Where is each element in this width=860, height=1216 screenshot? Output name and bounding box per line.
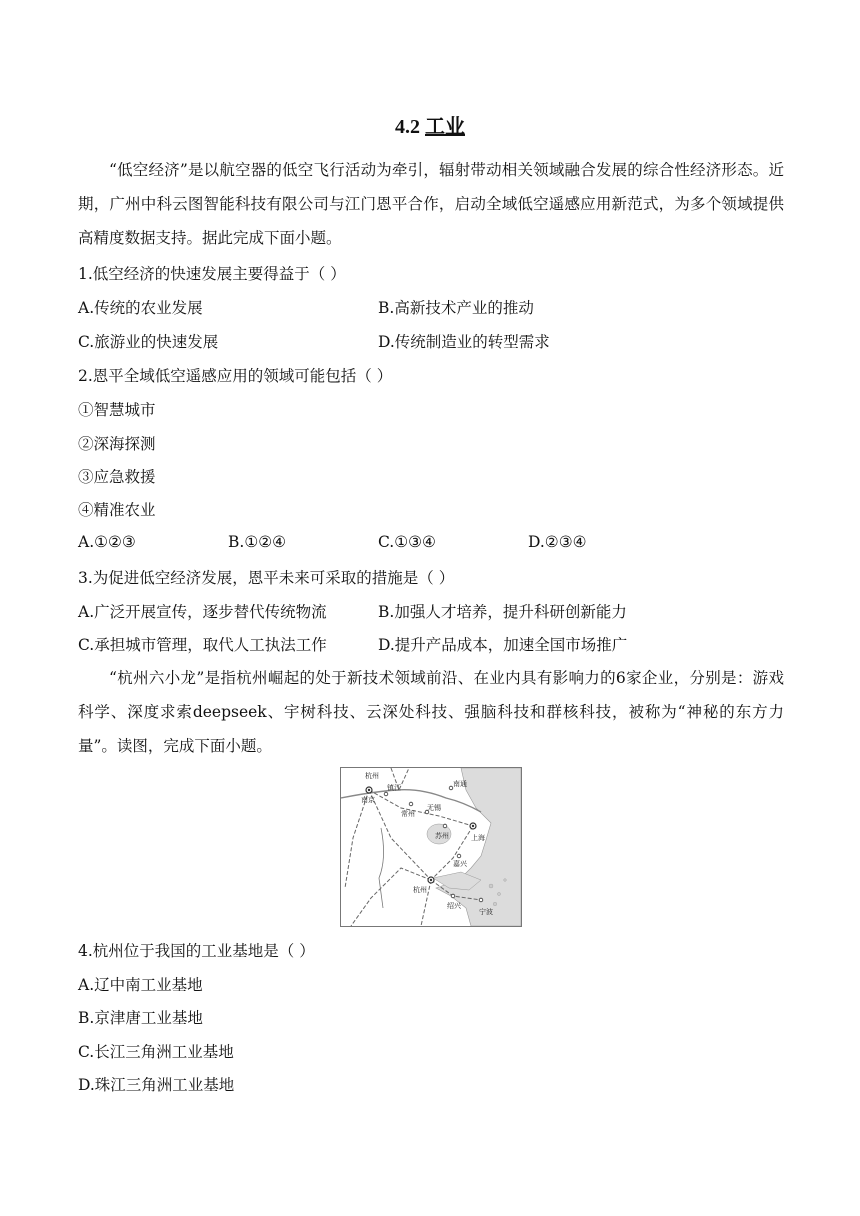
question-3-option-b[interactable]: B.加强人才培养，提升科研创新能力 (378, 603, 627, 621)
question-3-stem: 3.为促进低空经济发展，恩平未来可采取的措施是（ ） (78, 569, 455, 587)
question-2-option-d[interactable]: D.②③④ (528, 533, 587, 551)
section-number: 4.2 (395, 116, 420, 138)
map-label-nantong: 南通 (453, 780, 467, 788)
question-4-option-b[interactable]: B.京津唐工业基地 (78, 1009, 203, 1027)
question-1-stem: 1.低空经济的快速发展主要得益于（ ） (78, 265, 346, 283)
map-label-jiaxing: 嘉兴 (453, 860, 467, 868)
question-2-item-1: ①智慧城市 (78, 401, 156, 419)
passage-hangzhou-six-dragons: “杭州六小龙”是指杭州崛起的处于新技术领域前沿、在业内具有影响力的6家企业，分别是：游戏科学、深度求索deepseek、宇树科技、云深处科技、强脑科技和群核科技，被称为“神秘的东方力量”。读图，完成下面小题。 (78, 669, 784, 755)
section-name: 工业 (425, 116, 465, 138)
question-3-option-d[interactable]: D.提升产品成本，加速全国市场推广 (378, 636, 628, 654)
question-2-option-c[interactable]: C.①③④ (378, 533, 436, 551)
map-label-shaoxing: 绍兴 (447, 902, 461, 910)
question-3-option-c[interactable]: C.承担城市管理，取代人工执法工作 (78, 636, 327, 654)
map-label-shanghai: 上海 (471, 834, 485, 842)
map-label-hangzhou: 杭州 (413, 886, 427, 894)
question-4-stem: 4.杭州位于我国的工业基地是（ ） (78, 942, 315, 960)
question-3-option-a[interactable]: A.广泛开展宣传，逐步替代传统物流 (78, 603, 327, 621)
question-2-item-3: ③应急救援 (78, 468, 156, 486)
map-label-changzhou: 常州 (401, 810, 415, 818)
question-2-item-2: ②深海探测 (78, 435, 156, 453)
question-2-item-4: ④精准农业 (78, 501, 156, 519)
map-label-ningbo: 宁波 (479, 908, 493, 916)
question-2-option-a[interactable]: A.①②③ (78, 533, 136, 551)
question-1-option-d[interactable]: D.传统制造业的转型需求 (378, 333, 550, 351)
map-label-zhenjiang: 镇江 (387, 784, 401, 792)
question-4-option-d[interactable]: D.珠江三角洲工业基地 (78, 1076, 235, 1094)
question-4-option-a[interactable]: A.辽中南工业基地 (78, 976, 203, 994)
map-label-hefei: 杭州 (365, 772, 379, 780)
passage-low-altitude-economy: “低空经济”是以航空器的低空飞行活动为牵引，辐射带动相关领域融合发展的综合性经济形态。近期，广州中科云图智能科技有限公司与江门恩平合作，启动全域低空遥感应用新范式，为多个领域提供高精度数据支持。据此完成下面小题。 (78, 161, 784, 247)
map-graphic (341, 768, 521, 926)
section-title (0, 110, 860, 139)
yangtze-delta-map (340, 767, 522, 927)
question-2-stem: 2.恩平全域低空遥感应用的领域可能包括（ ） (78, 367, 393, 385)
map-label-suzhou: 苏州 (435, 832, 449, 840)
question-1-option-c[interactable]: C.旅游业的快速发展 (78, 333, 219, 351)
question-2-option-b[interactable]: B.①②④ (228, 533, 287, 551)
question-4-option-c[interactable]: C.长江三角洲工业基地 (78, 1043, 234, 1061)
map-label-nanjing: 南京 (361, 796, 375, 804)
question-1-option-b[interactable]: B.高新技术产业的推动 (378, 299, 534, 317)
map-label-wuxi: 无锡 (427, 804, 441, 812)
question-1-option-a[interactable]: A.传统的农业发展 (78, 299, 203, 317)
